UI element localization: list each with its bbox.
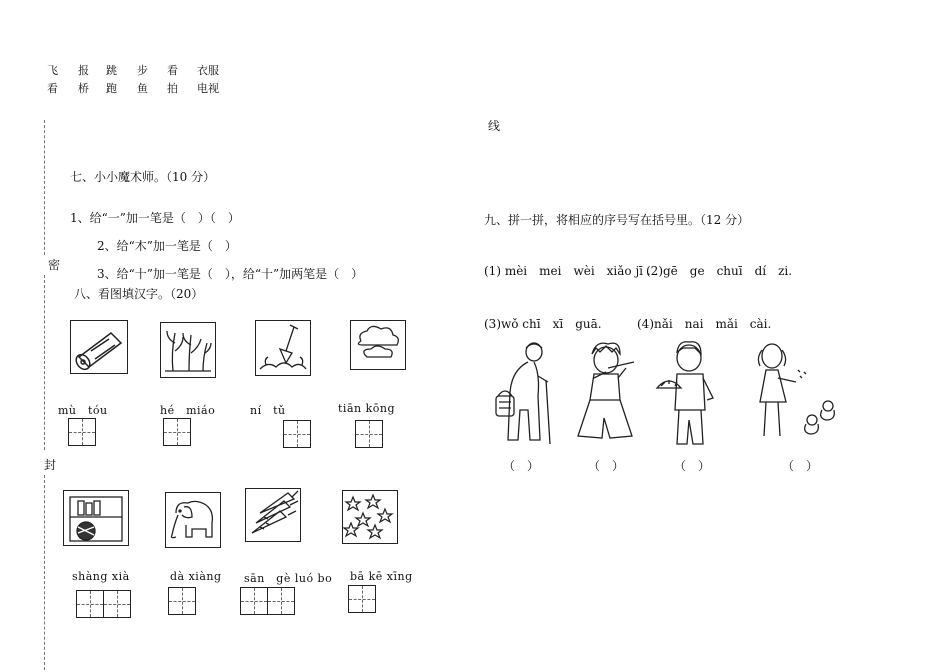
wood-log-icon — [70, 320, 128, 374]
word: 电视 — [197, 82, 219, 95]
carrot-icon — [245, 488, 301, 542]
rice-seedling-icon — [160, 322, 216, 378]
word: 衣服 — [197, 64, 219, 77]
seal-char-feng: 封 — [44, 458, 57, 472]
writing-grid[interactable] — [348, 585, 376, 613]
section7-q2: 2、给“木”加一笔是（ ） — [97, 239, 237, 253]
section7-title: 七、小小魔术师。（10 分） — [70, 170, 216, 184]
writing-grid[interactable] — [283, 420, 311, 448]
seal-char-xian: 线 — [488, 119, 501, 133]
writing-grid[interactable] — [163, 418, 191, 446]
writing-grid[interactable] — [267, 587, 295, 615]
writing-grid[interactable] — [76, 590, 104, 618]
writing-grid[interactable] — [355, 420, 383, 448]
binding-dashed-line — [44, 275, 45, 450]
shovel-soil-icon — [255, 320, 311, 376]
stars-icon — [342, 490, 398, 544]
seal-char-mi: 密 — [48, 258, 61, 272]
section9-item-4: (4)nǎi nai mǎi cài. — [637, 317, 772, 331]
answer-bracket[interactable]: （ ） — [782, 459, 819, 473]
boy-flute-icon — [572, 338, 642, 450]
section9-item-2: (2)gē ge chuī dí zi. — [646, 264, 793, 278]
pinyin-label: hé miáo — [160, 404, 216, 417]
section7-q1: 1、给“一”加一笔是（ ）（ ） — [70, 211, 240, 225]
pinyin-label: tiān kōng — [338, 402, 395, 415]
writing-grid[interactable] — [168, 587, 196, 615]
pinyin-label: mù tóu — [58, 404, 108, 417]
binding-dashed-line — [44, 120, 45, 255]
word: 跳 — [106, 64, 117, 77]
section9-title: 九、拼一拼，将相应的序号写在括号里。（12 分） — [484, 213, 750, 227]
section7-q3: 3、给“十”加一笔是（ ），给“十”加两笔是（ ） — [97, 267, 364, 281]
writing-grid[interactable] — [240, 587, 268, 615]
word: 跑 — [106, 82, 117, 95]
pinyin-label: dà xiàng — [170, 570, 222, 583]
writing-grid[interactable] — [68, 418, 96, 446]
word: 报 — [78, 64, 89, 77]
answer-bracket[interactable]: （ ） — [674, 459, 711, 473]
elephant-icon — [165, 492, 221, 548]
pinyin-label: ní tǔ — [250, 404, 286, 417]
shelf-ball-icon — [63, 490, 129, 546]
word: 飞 — [47, 64, 58, 77]
section8-title: 八、看图填汉字。（20） — [74, 287, 204, 301]
section9-item-3: (3)wǒ chī xī guā. — [484, 317, 602, 331]
cloud-sky-icon — [350, 320, 406, 370]
word: 拍 — [167, 82, 178, 95]
boy-watermelon-icon — [655, 338, 721, 450]
word: 步 — [137, 64, 148, 77]
pinyin-label: shàng xià — [72, 570, 130, 583]
section9-item-1: (1) mèi mei wèi xiǎo jī . — [484, 264, 651, 278]
grandma-basket-icon — [490, 340, 560, 450]
pinyin-label: sān gè luó bo — [244, 572, 333, 585]
pinyin-label: bā kē xīng — [350, 570, 413, 583]
word: 看 — [47, 82, 58, 95]
word: 看 — [167, 64, 178, 77]
writing-grid[interactable] — [103, 590, 131, 618]
answer-bracket[interactable]: （ ） — [588, 459, 625, 473]
word: 桥 — [78, 82, 89, 95]
word: 鱼 — [137, 82, 148, 95]
girl-chicks-icon — [752, 338, 844, 450]
binding-dashed-line — [44, 475, 45, 670]
answer-bracket[interactable]: （ ） — [503, 459, 540, 473]
